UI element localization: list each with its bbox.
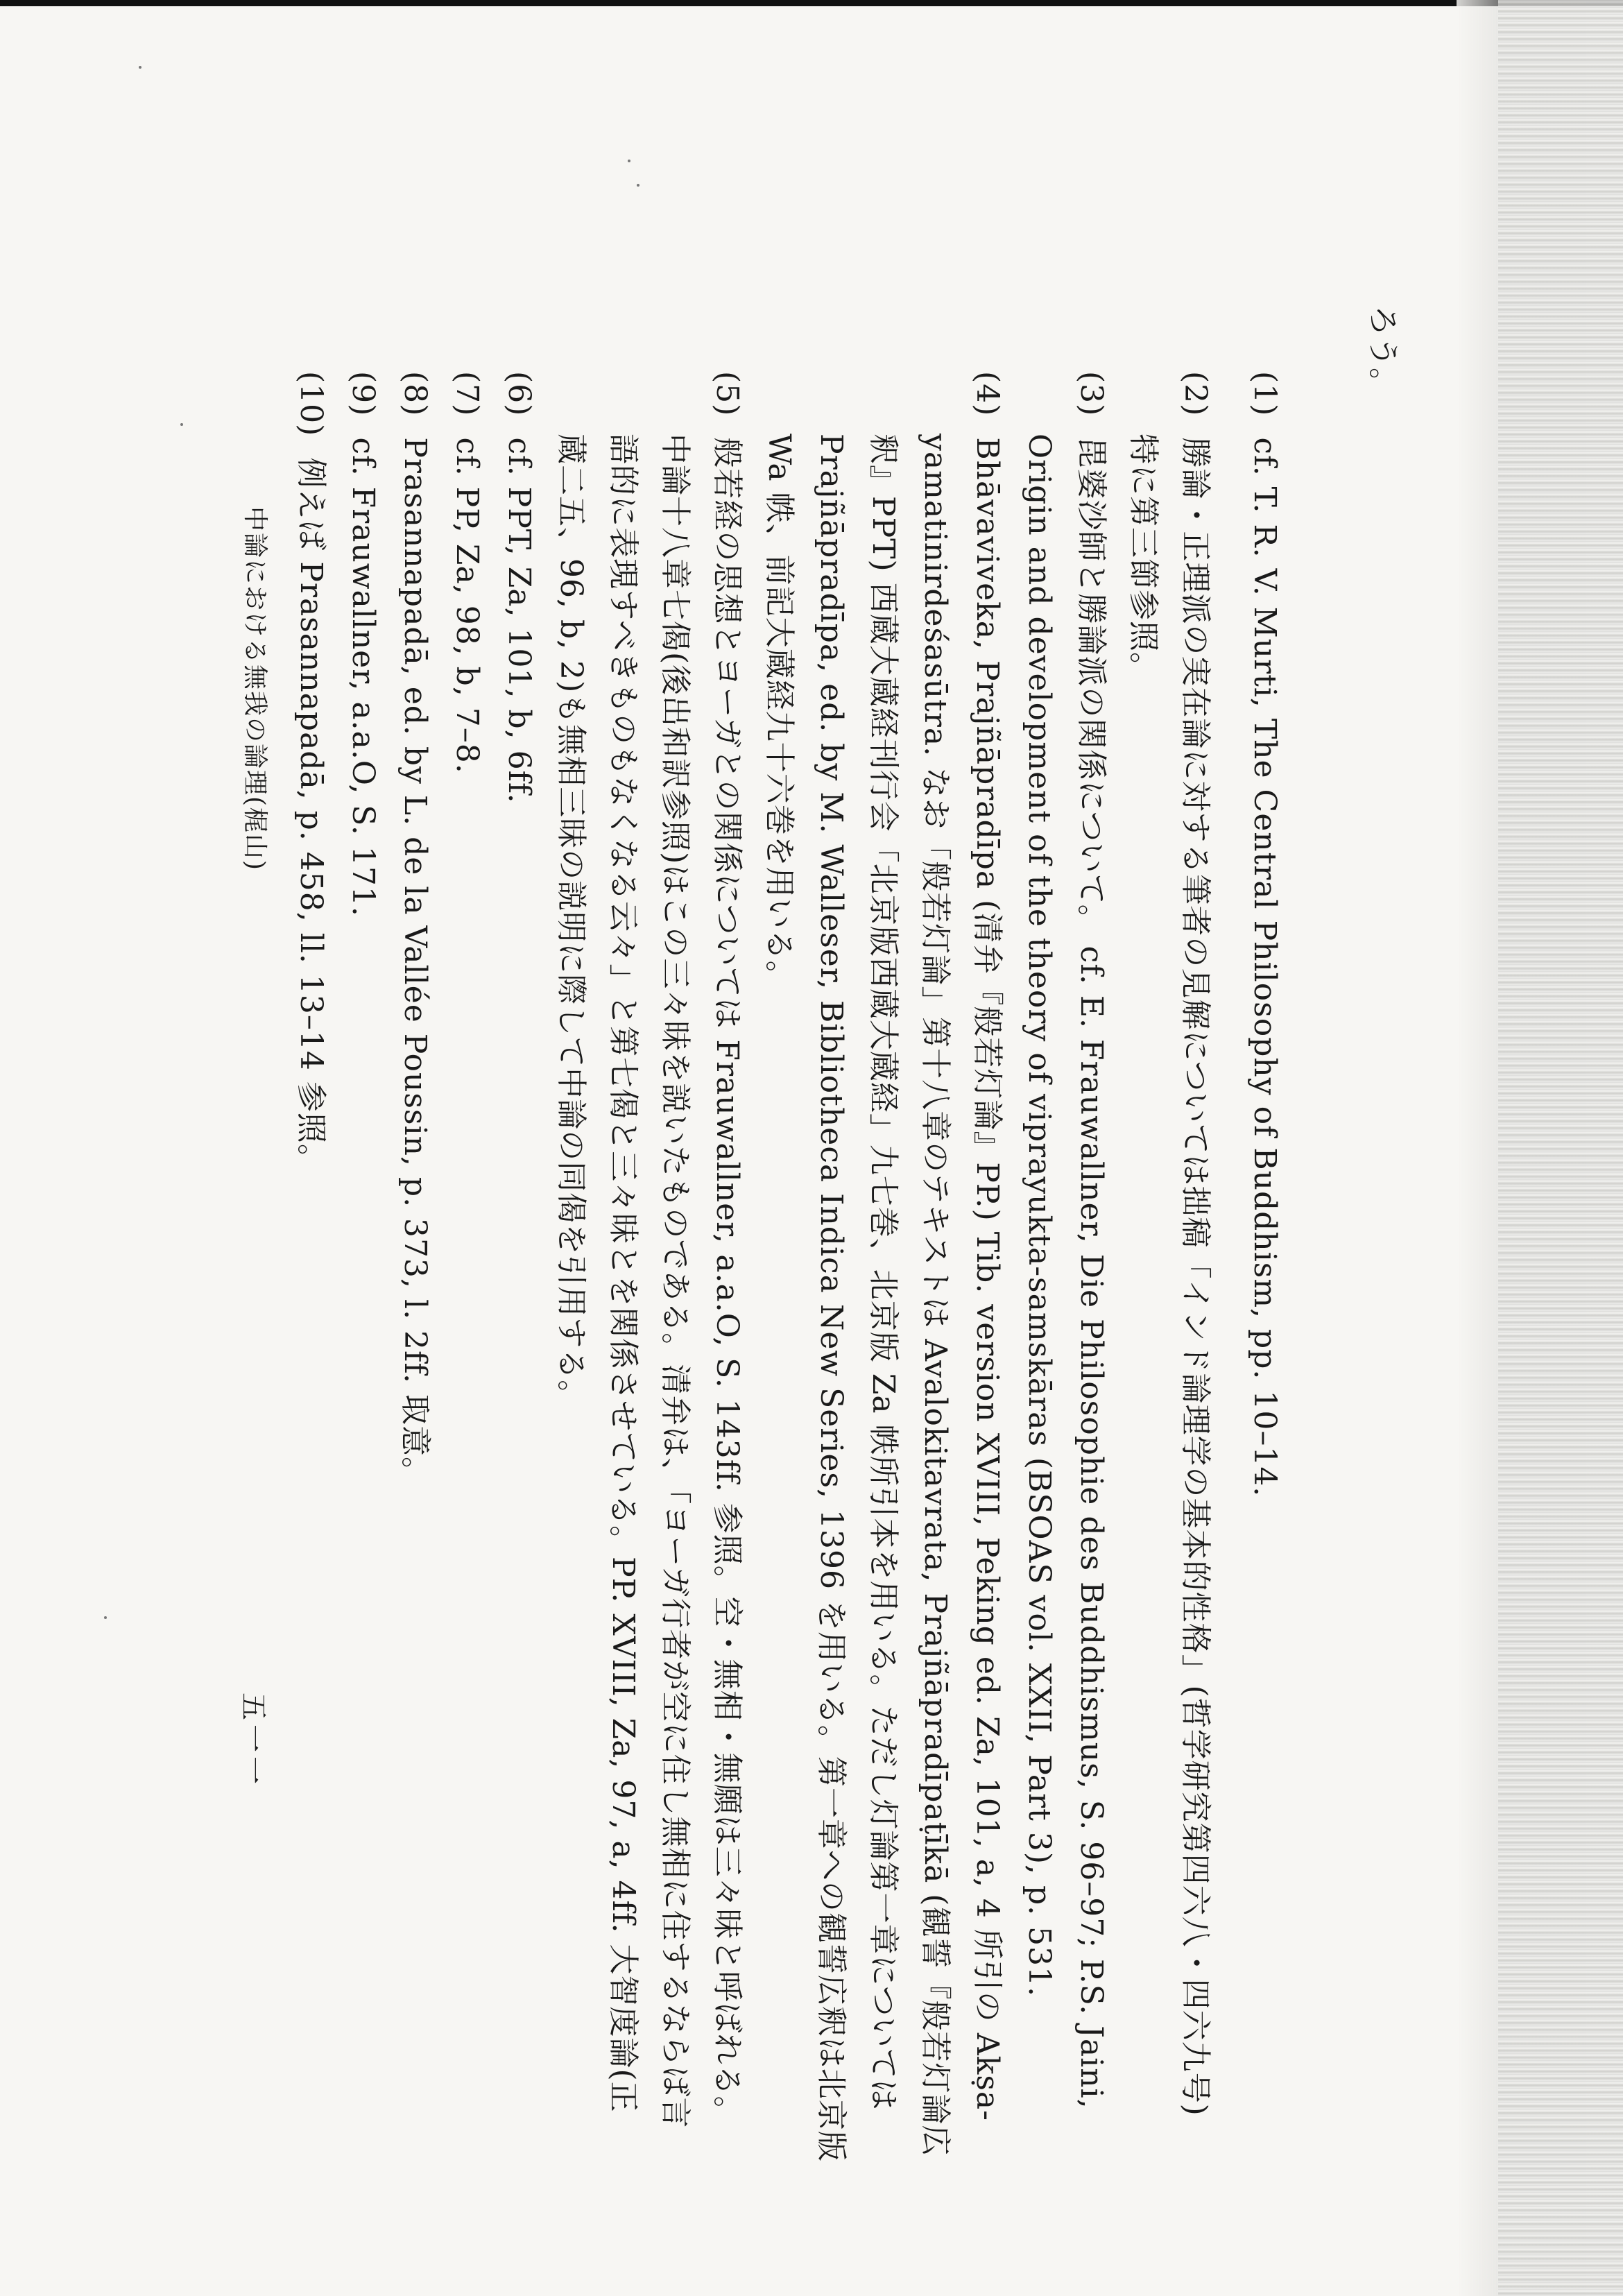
note-line [606, 434, 641, 2113]
note-text: Bhāvaviveka, Prajñāpradīpa (清弁『般若灯論』PP.) Tib. version XVIII, Peking ed. Za, 101, a, 4 所引の Akṣa- [970, 437, 1005, 2122]
note-text: 般若経の思想とヨーガとの関係については Frauwallner, a.a.O, S. 143ff. 参照。空・無相・無願は三々昧と呼ばれる。 [710, 437, 745, 2127]
note-line [1126, 434, 1161, 683]
top-border [0, 0, 1623, 6]
note-line [866, 434, 901, 2111]
note-text: Prajñāpradīpa, ed. by M. Walleser, Bibliotheca Indica New Series, 1396 を用いる。第一章への観誓広釈は北京版 [814, 434, 849, 2162]
note-line [762, 434, 797, 992]
note-line [293, 371, 329, 1175]
note-marker: (5) [710, 371, 745, 417]
note-line [1074, 371, 1109, 2109]
note-text: cf. T. R. V. Murti, The Central Philosophy of Buddhism, pp. 10–14. [1247, 437, 1282, 1498]
note-text: 蔵二五、96, b, 2)も無相三昧の説明に際して中論の同偈を引用する。 [553, 434, 589, 1412]
scan-speck [180, 423, 183, 426]
note-line [658, 434, 693, 2129]
note-line [501, 371, 537, 804]
note-text: 例えば Prasannapadā, p. 458, ll. 13–14 参照。 [293, 457, 329, 1175]
scan-speck [139, 66, 141, 69]
note-line [970, 371, 1005, 2122]
note-line [345, 371, 381, 917]
note-line [710, 371, 745, 2127]
scan-speck [628, 160, 630, 162]
note-marker: (3) [1074, 371, 1109, 417]
note-line [918, 434, 953, 2157]
note-text: 釈』PPT) 西蔵大蔵経刊行会「北京版西蔵大蔵経」九七巻、北京版 Za 帙所引本を用いる。ただし灯論第一章については [866, 434, 901, 2111]
note-marker: (7) [449, 371, 485, 417]
continuation-text: ろう。 [1365, 305, 1400, 399]
note-text: Wa 帙、前記大蔵経九十六巻を用いる。 [762, 434, 797, 992]
scan-speck [104, 1616, 107, 1619]
note-line [1178, 371, 1213, 2116]
note-marker: (2) [1178, 371, 1213, 417]
note-marker: (1) [1247, 371, 1282, 417]
note-line [397, 371, 433, 1489]
note-line [553, 434, 589, 1412]
note-marker: (8) [397, 371, 433, 417]
scan-speck [637, 184, 639, 187]
note-text: 語的に表現すべきものもなくなる云々」と第七偈と三々昧とを関係させている。PP. XVIII, Za, 97, a, 4ff. 大智度論(正 [606, 434, 641, 2113]
note-line [1249, 371, 1280, 1497]
note-text: cf. PP, Za, 98, b, 7–8. [449, 437, 485, 774]
note-marker: (9) [345, 371, 381, 417]
note-text: cf. PPT, Za, 101, b, 6ff. [501, 437, 537, 804]
note-text: Prasannapadā, ed. by L. de la Vallée Poussin, p. 373, l. 2ff. 取意。 [397, 437, 433, 1489]
note-text: Origin and development of the theory of viprayukta-samskāras (BSOAS vol. XXII, Part 3), p. 531. [1022, 434, 1057, 1998]
note-text: 特に第三節参照。 [1126, 434, 1161, 683]
note-text: 中論十八章七偈(後出和訳参照)はこの三々昧を説いたものである。清弁は、「ヨーガ行者が空に住し無相に住するならば言 [658, 434, 693, 2129]
note-marker: (4) [970, 371, 1005, 417]
note-line [814, 434, 849, 2162]
note-line [449, 371, 485, 774]
note-marker: (6) [501, 371, 537, 417]
note-marker: (10) [293, 371, 329, 437]
note-text: cf. Frauwallner, a.a.O, S. 171. [345, 437, 381, 917]
page-number: 五一一 [237, 1693, 269, 1788]
scan-shadow-edge [1498, 0, 1623, 2296]
note-text: 毘婆沙師と勝論派の関係について。 cf. E. Frauwallner, Die Philosophie des Buddhismus, S. 96–97; P.S. Jaini, [1074, 437, 1109, 2109]
running-title: 中論における無我の論理(梶山) [241, 506, 269, 872]
note-text: yamatinirdeśasūtra. なお「般若灯論」第十八章のテキストは Avalokitavrata, Prajñāpradīpaṭīkā (観誓『般若灯論広 [918, 434, 953, 2157]
note-line [1022, 434, 1057, 1998]
note-text: 勝論・正理派の実在論に対する筆者の見解については拙稿「インド論理学の基本的性格」(哲学研究第四六八・四六九号) [1178, 437, 1213, 2116]
